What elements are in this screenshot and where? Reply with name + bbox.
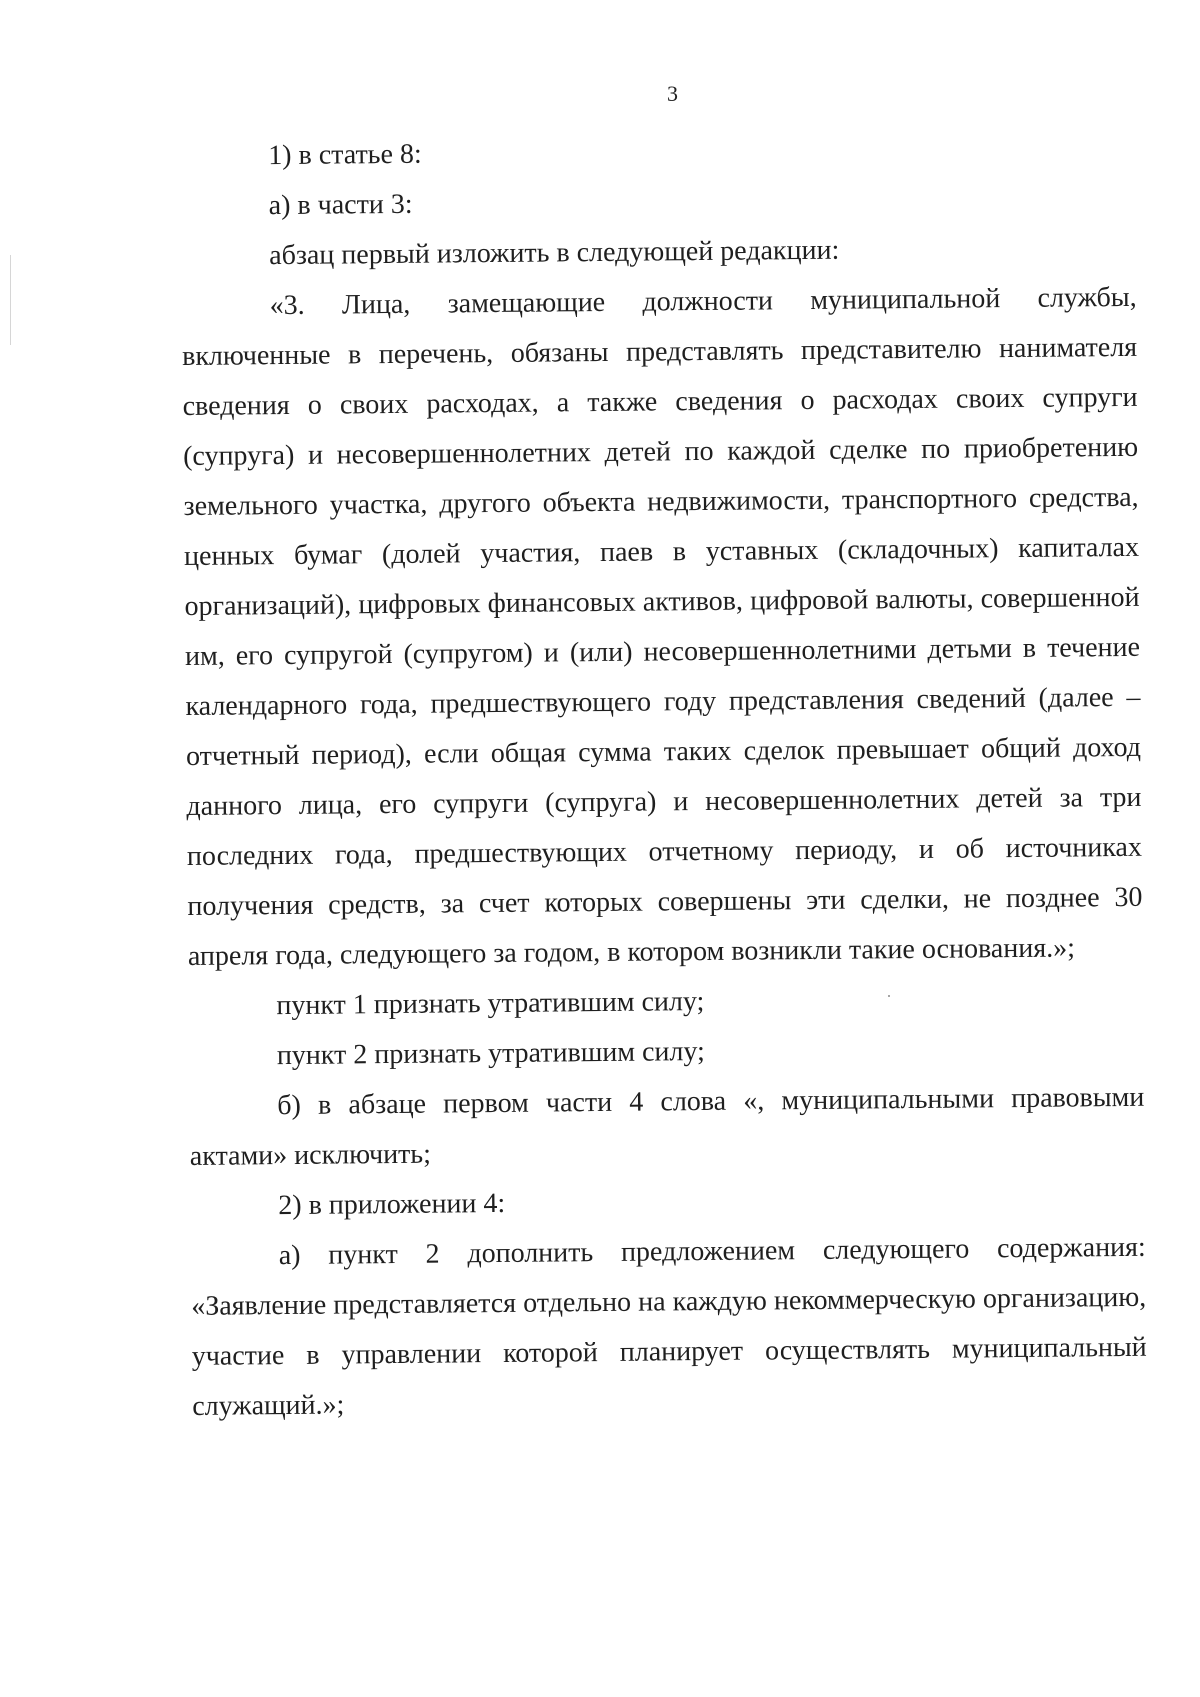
- page-number: 3: [667, 81, 678, 106]
- paragraph-item-2-addition: а) пункт 2 дополнить предложением следующего содержания: «Заявление представляется отдельно на каждую некоммерческую организацию, участие в управлении которой планирует осуществлять муниципальный служащий.»;: [191, 1231, 1147, 1422]
- document-body: [180, 123, 1147, 1432]
- paragraph-item-2-repeal: пункт 2 признать утратившим силу;: [276, 1036, 705, 1072]
- scan-edge-mark: [10, 255, 11, 345]
- paragraph-appendix-4: 2) в приложении 4:: [278, 1187, 506, 1222]
- paragraph-new-wording: «3. Лица, замещающие должности муниципальной службы, включенные в перечень, обязаны представлять представителю нанимателя сведения о своих расходах, а также сведения о расходах своих супруги (супруга) и несовершеннолетних детей по каждой сделке по приобретению земельного участка, другого объекта недвижимости, транспортного средства, ценных бумаг (долей участия, паев в уставных (складочных) капиталах организаций), цифровых финансовых активов, цифровой валюты, совершенной им, его супругой (супругом) и (или) несовершеннолетними детьми в течение календарного года, предшествующего году представления сведений (далее – отчетный период), если общая сумма таких сделок превышает общий доход данного лица, его супруги (супруга) и несовершеннолетних детей за три последних года, предшествующих отчетному периоду, и об источниках получения средств, за счет которых совершены эти сделки, не позднее 30 апреля года, следующего за годом, в котором возникли такие основания.»;: [182, 281, 1143, 972]
- paragraph-item-1-repeal: пункт 1 признать утратившим силу;: [276, 986, 705, 1022]
- paragraph-first-paragraph: абзац первый изложить в следующей редакции:: [269, 234, 840, 272]
- paragraph-part-4-words: б) в абзаце первом части 4 слова «, муниципальными правовыми актами» исключить;: [189, 1081, 1145, 1172]
- paragraph-part-3: а) в части 3:: [268, 188, 413, 222]
- paragraph-article-8: 1) в статье 8:: [268, 138, 422, 172]
